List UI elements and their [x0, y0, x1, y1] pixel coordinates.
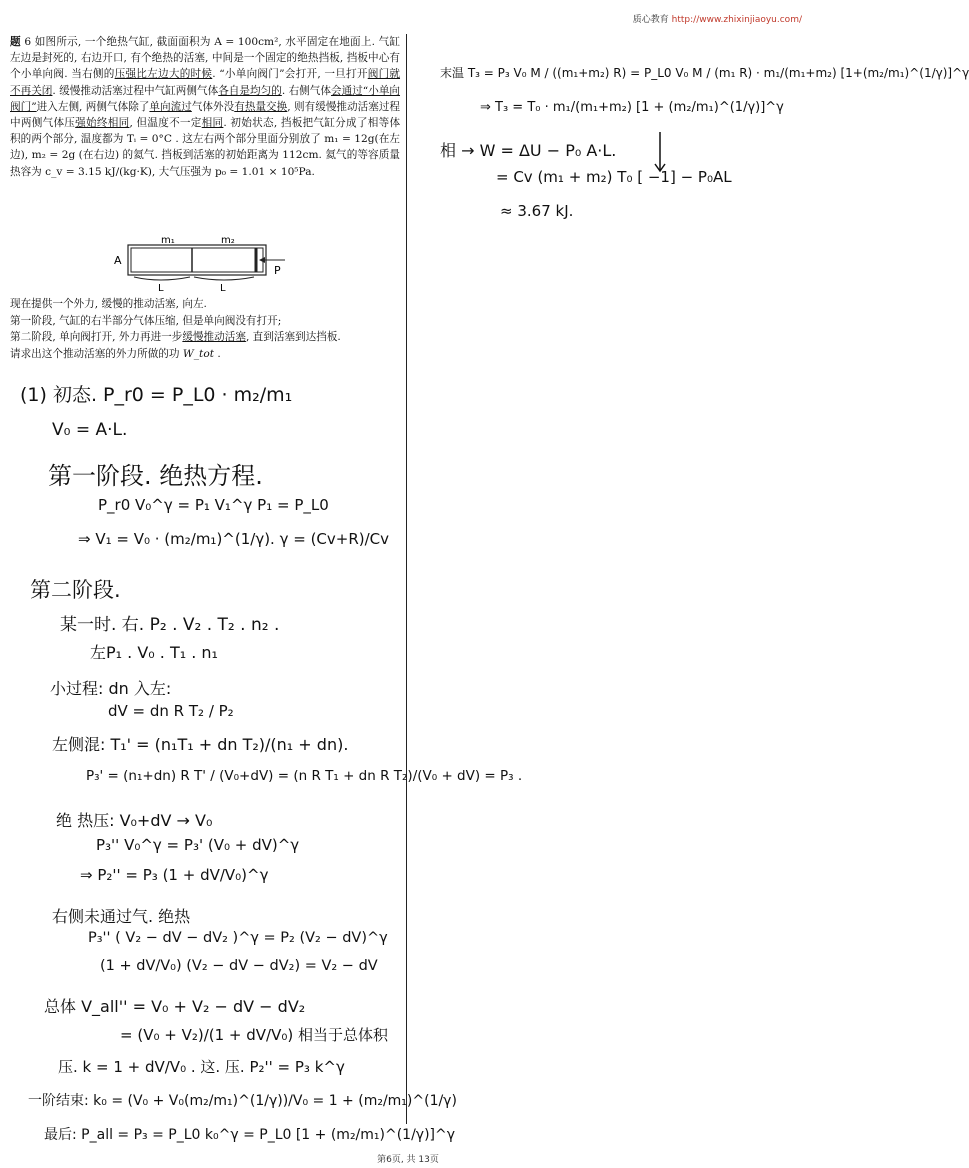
- stage-line: 第二阶段, 单向阀打开, 外力再进一步缓慢推动活塞, 直到活塞到达挡板.: [10, 331, 341, 344]
- problem-text: . 初始状态, 挡板把气缸分成了相等体积的两个部分, 温度都为 Tᵢ = 0°C . 这左右两个部分里面分别放了 m₁ = 12g(在左边), m₂ = 2g (在右边) 的氦气. 挡板到活塞的初始距离为 112cm. 氦气的等容质量热容为 c_v = 3.15 kJ/(kg·K), 大气压强为 p₀ = 1.01 × 10⁵Pa.: [10, 117, 401, 178]
- hw-line: 第一阶段. 绝热方程.: [48, 462, 263, 490]
- hw-line: 右侧未通过气. 绝热: [52, 907, 191, 926]
- underlined-phrase: 相同: [201, 117, 224, 130]
- hw-line: ⇒ T₃ = T₀ · m₁/(m₁+m₂) [1 + (m₂/m₁)^(1/γ)]^γ: [480, 100, 784, 115]
- cylinder-diagram: [110, 233, 290, 293]
- hw-line: 总体 V_all'' = V₀ + V₂ − dV − dV₂: [44, 997, 306, 1016]
- hw-line: 小过程: dn 入左:: [50, 679, 172, 698]
- cylinder-inner: [131, 248, 263, 272]
- hw-line: ⇒ P₂'' = P₃ (1 + dV/V₀)^γ: [80, 866, 269, 884]
- hw-line: = (V₀ + V₂)/(1 + dV/V₀) 相当于总体积: [120, 1026, 388, 1044]
- underlined-phrase: 有热量交换: [234, 100, 288, 113]
- underlined-phrase: 阀门就不再关闭: [10, 68, 401, 97]
- push-arrow-head: [259, 257, 265, 263]
- problem-text: 进入左侧, 两侧气体除了: [36, 100, 150, 113]
- hw-line: 最后: P_all = P₃ = P_L0 k₀^γ = P_L0 [1 + (m₂/m₁)^(1/γ)]^γ: [44, 1127, 456, 1143]
- underlined-phrase: 单向流过: [149, 100, 192, 113]
- hw-line: dV = dn R T₂ / P₂: [108, 702, 234, 720]
- label-m2: m₂: [221, 235, 235, 246]
- brand-name: 质心教育: [632, 15, 669, 25]
- problem-text: 气体外没: [191, 100, 235, 113]
- problem-label: 题: [10, 36, 21, 48]
- stage-line: 现在提供一个外力, 缓慢的推动活塞, 向左.: [10, 298, 207, 310]
- underlined-phrase: 强始终相同: [75, 117, 130, 130]
- header-url[interactable]: http://www.zhixinjiaoyu.com/: [671, 15, 802, 25]
- problem-text: . 缓慢推动活塞过程中气缸两侧气体: [52, 84, 219, 97]
- brace-right: [194, 277, 254, 280]
- hw-line: 绝 热压: V₀+dV → V₀: [56, 811, 213, 830]
- problem-text: . 右侧气体: [281, 84, 331, 97]
- cylinder-outer: [128, 245, 266, 275]
- hw-line: = Cv (m₁ + m₂) T₀ [ −1] − P₀AL: [496, 168, 732, 186]
- hw-line: 左侧混: T₁' = (n₁T₁ + dn T₂)/(n₁ + dn).: [52, 735, 349, 754]
- problem-text: , 但温度不一定: [129, 117, 202, 130]
- problem-number: 6: [24, 36, 32, 48]
- problem-text: , 则有缓慢推动活塞过程中两侧气体压: [10, 100, 401, 130]
- hw-line: P₃' = (n₁+dn) R T' / (V₀+dV) = (n R T₁ + dn R T₂)/(V₀ + dV) = P₃ .: [86, 768, 523, 784]
- hw-line: (1) 初态. P_r0 = P_L0 · m₂/m₁: [20, 384, 293, 406]
- hw-line: P₃'' ( V₂ − dV − dV₂ )^γ = P₂ (V₂ − dV)^γ: [88, 930, 388, 946]
- hw-line: P₃'' V₀^γ = P₃' (V₀ + dV)^γ: [96, 836, 300, 854]
- problem-text: 如图所示, 一个绝热气缸, 截面面积为 A = 100cm², 水平固定在地面上. 气缸左边是封死的, 右边开口, 有个绝热的活塞, 中间是一个固定的绝热挡板, 挡板中心有个小单向阀. 当右侧的: [10, 36, 400, 81]
- label-m1: m₁: [161, 235, 175, 246]
- page-header: [633, 12, 802, 25]
- underlined-phrase: 会通过“小单向阀门”: [10, 84, 401, 113]
- hw-line: 第二阶段.: [30, 578, 121, 602]
- stage-description: [10, 296, 400, 362]
- column-divider: [406, 34, 407, 1124]
- hw-line: P_r0 V₀^γ = P₁ V₁^γ P₁ = P_L0: [98, 496, 329, 514]
- underlined-phrase: 压强比左边大的时候: [114, 68, 213, 81]
- hw-line: 末温 T₃ = P₃ V₀ M / ((m₁+m₂) R) = P_L0 V₀ M / (m₁ R) · m₁/(m₁+m₂) [1+(m₂/m₁)^(1/γ)]^γ: [440, 66, 969, 80]
- label-L-right: L: [220, 283, 226, 294]
- problem-text: . “小单向阀门”会打开, 一旦打开: [212, 68, 368, 81]
- problem-statement: [10, 34, 400, 180]
- page-footer: 第6页, 共 13页: [377, 1155, 439, 1165]
- hw-line: 相 → W = ΔU − P₀ A·L.: [440, 141, 617, 160]
- label-L-left: L: [158, 283, 164, 294]
- hw-line: 一阶结束: k₀ = (V₀ + V₀(m₂/m₁)^(1/γ))/V₀ = 1 + (m₂/m₁)^(1/γ): [28, 1093, 457, 1109]
- hw-line: 左P₁ . V₀ . T₁ . n₁: [90, 643, 218, 662]
- label-A: A: [114, 254, 122, 267]
- label-P: P: [274, 264, 281, 277]
- underlined-phrase: 各自是均匀的: [218, 84, 282, 97]
- hw-line: ≈ 3.67 kJ.: [500, 202, 574, 220]
- hw-line: ⇒ V₁ = V₀ · (m₂/m₁)^(1/γ). γ = (Cv+R)/Cv: [78, 530, 390, 548]
- hw-line: 压. k = 1 + dV/V₀ . 这. 压. P₂'' = P₃ k^γ: [58, 1058, 345, 1076]
- brace-left: [134, 277, 190, 280]
- hw-line: V₀ = A·L.: [52, 420, 128, 440]
- stage-line: 请求出这个推动活塞的外力所做的功 W_tot .: [10, 347, 221, 360]
- hw-line: (1 + dV/V₀) (V₂ − dV − dV₂) = V₂ − dV: [100, 958, 378, 974]
- hw-line: 某一时. 右. P₂ . V₂ . T₂ . n₂ .: [60, 615, 280, 635]
- stage-line: 第一阶段, 气缸的右半部分气体压缩, 但是单向阀没有打开;: [10, 314, 282, 327]
